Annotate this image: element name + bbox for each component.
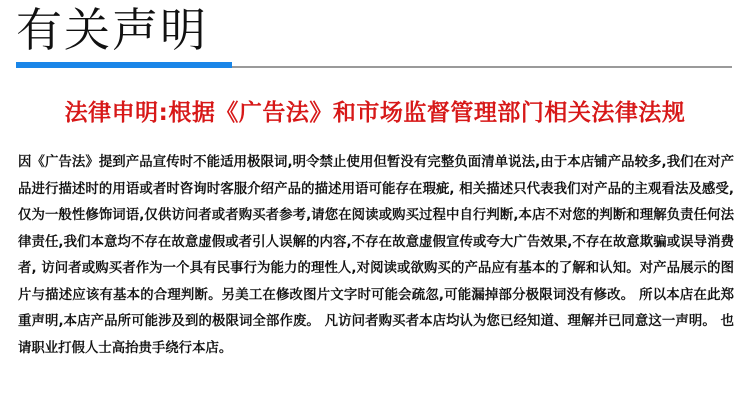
legal-statement-heading: 法律申明:根据《广告法》和市场监督管理部门相关法律法规	[64, 100, 686, 126]
page-title: 有关声明	[16, 3, 208, 57]
legal-statement-body: 因《广告法》提到产品宣传时不能适用极限词,明令禁止使用但暂没有完整负面清单说法,由于本店铺产品较多,我们在对产品进行描述时的用语或者时咨询时客服介绍产品的描述用语可能存在瑕疵, 相关描述只代表我们对产品的主观看法及感受,仅为一般性修饰词语,仅供访问者或者购买者参考,请您在阅读或购买过程中自行判断,本店不对您的判断和理解负责任何法律责任,我们本意均不存在故意虚假或者引人误解的内容,不存在故意虚假宣传或夸大广告效果,不存在故意欺骗或误导消费者, 访问者或购买者作为一个具有民事行为能力的理性人,对阅读或欲购买的产品应有基本的了解和认知。对产品展示的图片与描述应该有基本的合理判断。另美工在修改图片文字时可能会疏忽,可能漏掉部分极限词没有修改。 所以本店在此郑重声明,本店产品所可能涉及到的极限词全部作废。 凡访问者购买者本店均认为您已经知道、理解并已同意这一声明。 也请职业打假人士高抬贵手绕行本店。	[18, 155, 734, 356]
title-underline-accent	[16, 62, 232, 68]
title-divider-rule	[232, 66, 732, 68]
